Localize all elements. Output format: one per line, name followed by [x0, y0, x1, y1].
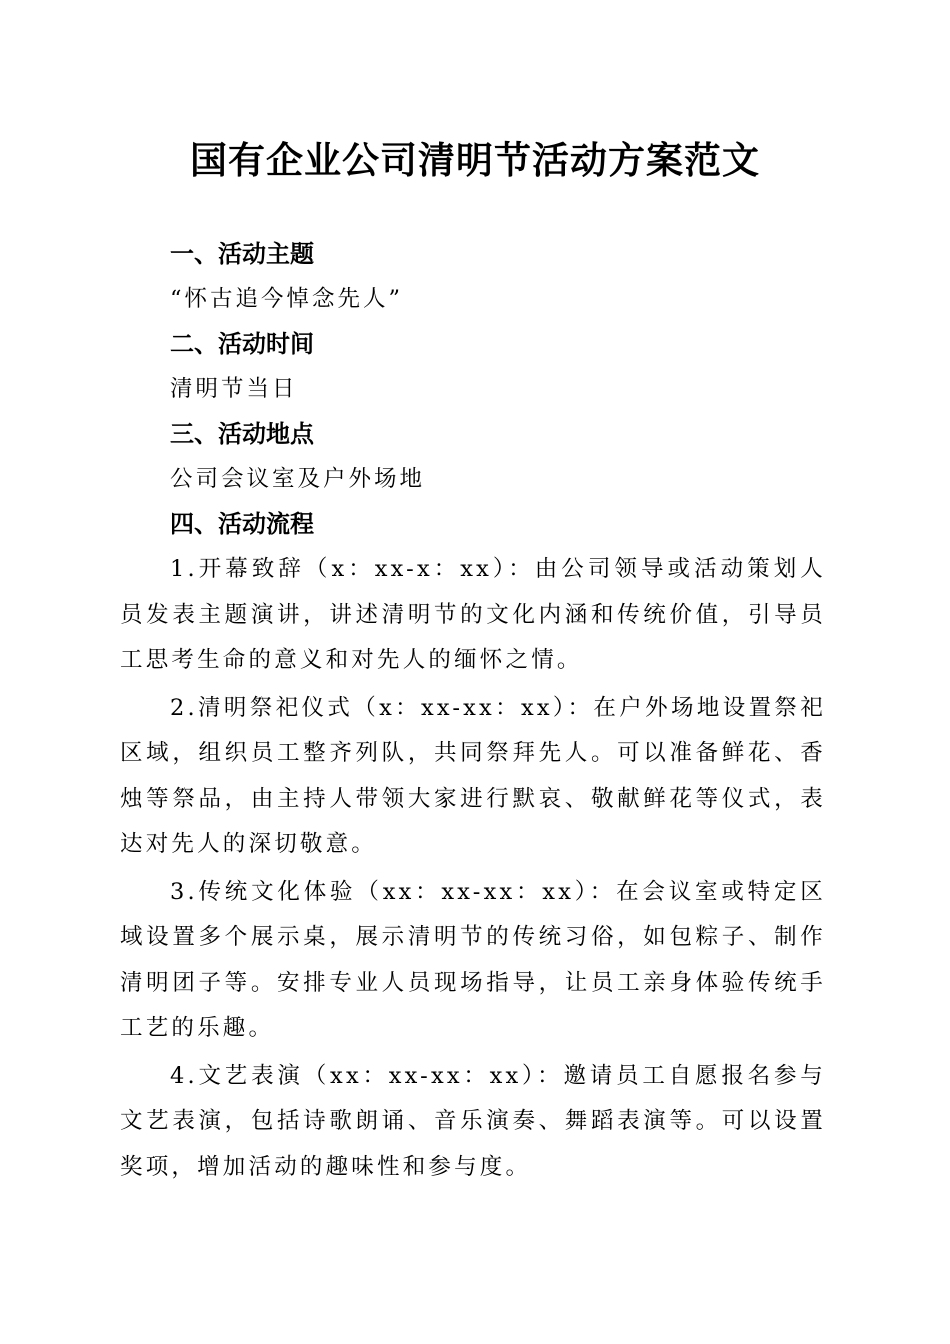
section-heading: 一、活动主题 — [170, 240, 314, 268]
section-text: “怀古追今悼念先人” — [170, 286, 404, 312]
section-theme — [120, 232, 826, 322]
section-location — [120, 412, 826, 502]
section-text: 清明节当日 — [170, 376, 298, 402]
document-body — [120, 232, 826, 1192]
document-title: 国有企业公司清明节活动方案范文 — [190, 138, 760, 182]
process-item-performance: 4.文艺表演（xx：xx-xx：xx）：邀请员工自愿报名参与文艺表演，包括诗歌朗诵、音乐演奏、舞蹈表演等。可以设置奖项，增加活动的趣味性和参与度。 — [120, 1062, 826, 1180]
section-text: 公司会议室及户外场地 — [170, 466, 426, 492]
process-item-ceremony: 2.清明祭祀仪式（x：xx-xx：xx）：在户外场地设置祭祀区域，组织员工整齐列队，共同祭拜先人。可以准备鲜花、香烛等祭品，由主持人带领大家进行默哀、敬献鲜花等仪式，表达对先人的深切敬意。 — [120, 694, 826, 857]
process-item-opening: 1.开幕致辞（x：xx-x：xx）：由公司领导或活动策划人员发表主题演讲，讲述清明节的文化内涵和传统价值，引导员工思考生命的意义和对先人的缅怀之情。 — [120, 556, 826, 673]
section-heading: 三、活动地点 — [170, 420, 314, 448]
section-heading: 二、活动时间 — [170, 330, 314, 358]
section-process — [120, 502, 826, 1190]
section-time — [120, 322, 826, 412]
section-heading: 四、活动流程 — [170, 510, 314, 538]
process-item-culture: 3.传统文化体验（xx：xx-xx：xx）：在会议室或特定区域设置多个展示桌，展示清明节的传统习俗，如包粽子、制作清明团子等。安排专业人员现场指导，让员工亲身体验传统手工艺的乐趣。 — [120, 878, 826, 1041]
